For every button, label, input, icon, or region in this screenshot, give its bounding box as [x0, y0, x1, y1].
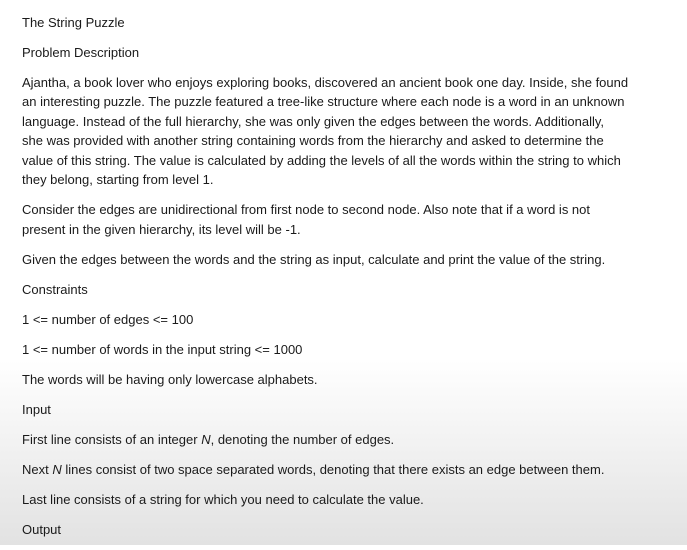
constraint-words: 1 <= number of words in the input string <= 1000	[22, 342, 303, 358]
variable-n: N	[52, 462, 62, 478]
input-line-edges-count	[22, 430, 662, 449]
description-line: they belong, starting from level 1.	[22, 172, 214, 188]
variable-n: N	[201, 432, 211, 448]
problem-description-heading: Problem Description	[22, 45, 140, 60]
input-line-edge-pairs	[22, 460, 662, 479]
description-line: language. Instead of the full hierarchy, she was only given the edges between the words. Additionally,	[22, 113, 604, 129]
description-line: value of this string. The value is calculated by adding the levels of all the words within the string to which	[22, 152, 621, 168]
input-line-string: Last line consists of a string for which you need to calculate the value.	[22, 492, 424, 508]
constraint-edges: 1 <= number of edges <= 100	[22, 312, 194, 328]
problem-description-paragraph	[22, 73, 662, 189]
problem-document	[22, 13, 662, 550]
task-statement: Given the edges between the words and the string as input, calculate and print the value of the string.	[22, 252, 606, 268]
input-line-text: First line consists of an integer	[22, 432, 202, 448]
edges-note-line: present in the given hierarchy, its level will be -1.	[22, 221, 301, 237]
description-line: she was provided with another string containing words from the hierarchy and asked to determine the	[22, 133, 604, 149]
constraint-lowercase: The words will be having only lowercase alphabets.	[22, 372, 318, 388]
edges-note-paragraph	[22, 200, 662, 239]
input-line-text: , denoting the number of edges.	[210, 432, 395, 448]
input-heading: Input	[22, 402, 51, 418]
input-line-text: lines consist of two space separated words, denoting that there exists an edge between them.	[61, 462, 605, 478]
edges-note-line: Consider the edges are unidirectional from first node to second node. Also note that if a word is not	[22, 202, 591, 218]
output-heading: Output	[22, 522, 62, 538]
description-line: Ajantha, a book lover who enjoys exploring books, discovered an ancient book one day. Inside, she found	[22, 75, 629, 90]
input-line-text: Next	[22, 462, 53, 478]
page-title: The String Puzzle	[22, 15, 125, 30]
constraints-heading: Constraints	[22, 282, 88, 298]
description-line: an interesting puzzle. The puzzle featured a tree-like structure where each node is a word in an unknown	[22, 94, 625, 110]
